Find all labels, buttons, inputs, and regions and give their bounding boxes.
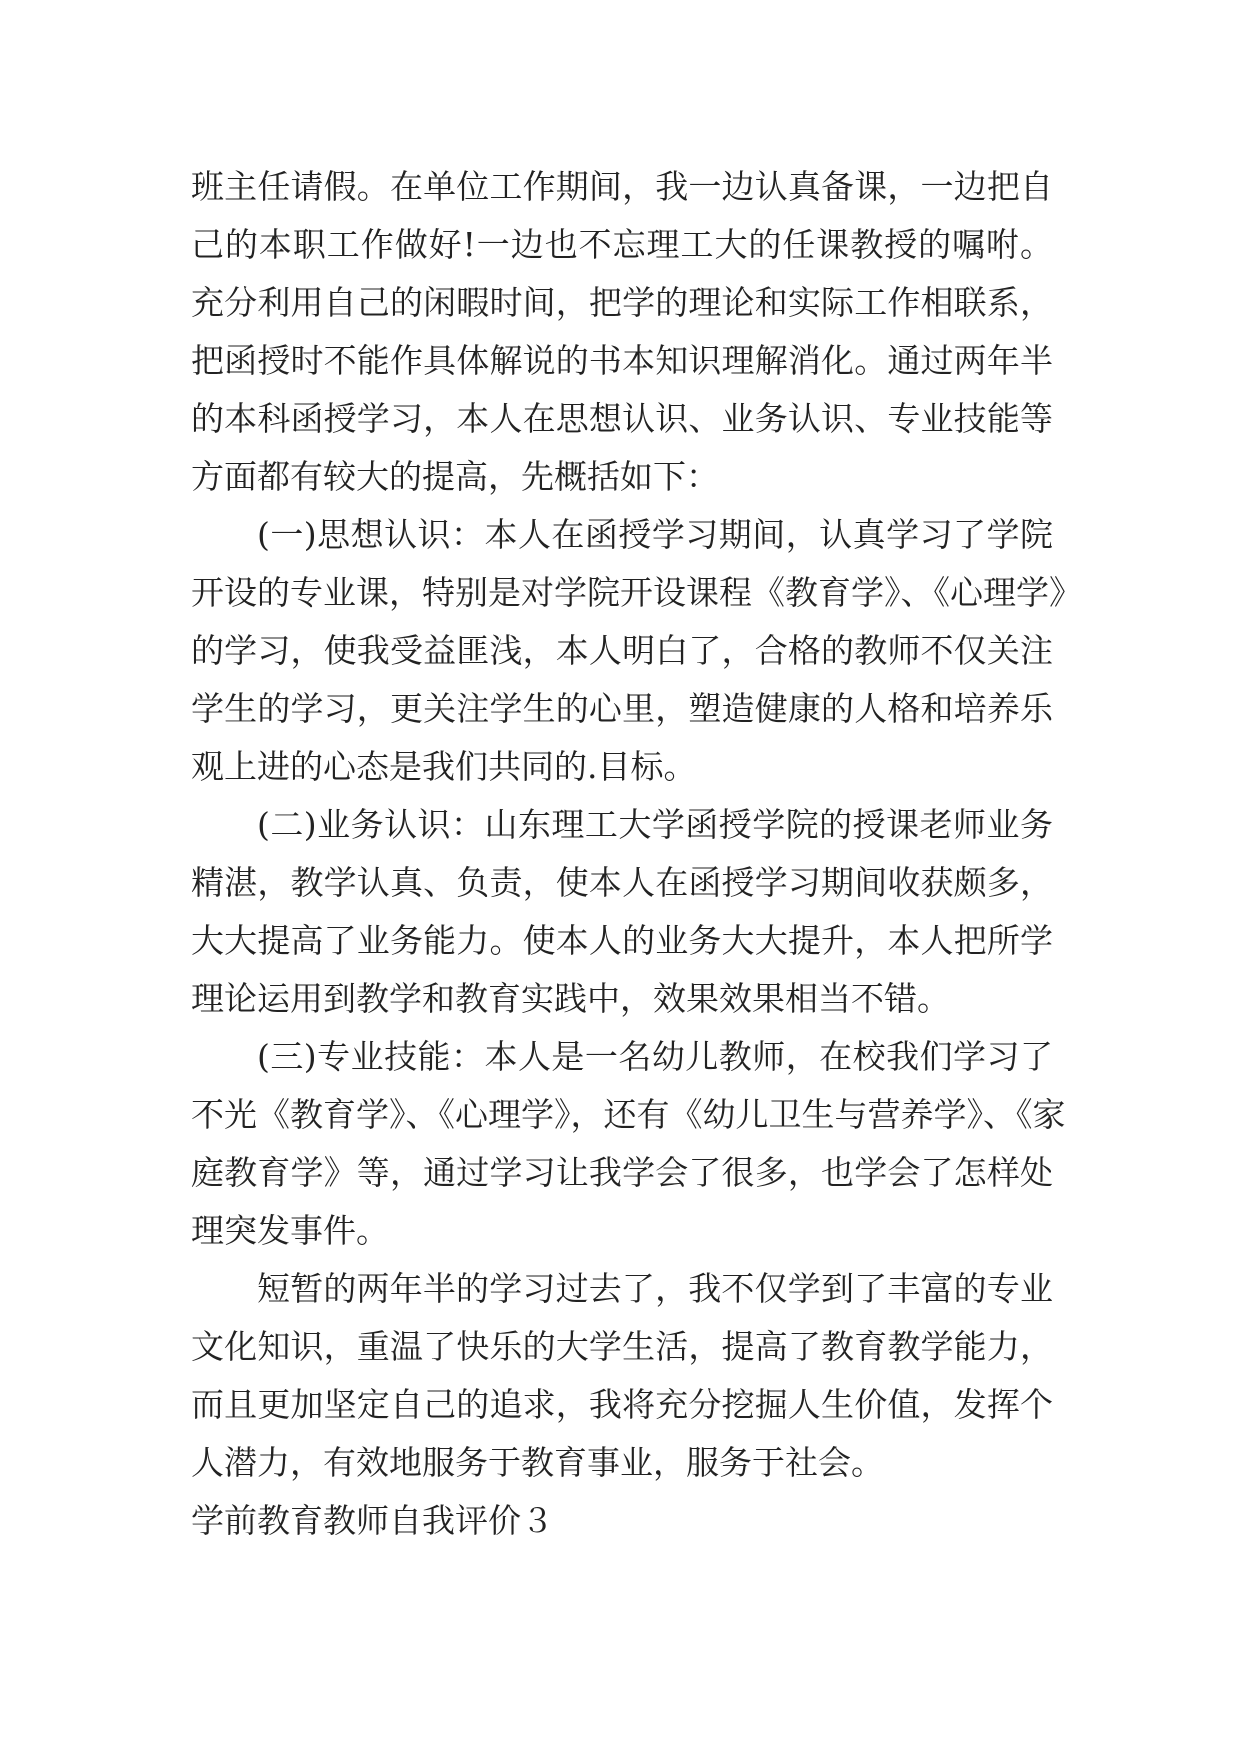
document-body	[191, 158, 1082, 1550]
paragraph-4	[191, 1028, 1066, 1260]
text-line: 文化知识，重温了快乐的大学生活，提高了教育教学能力，	[191, 1327, 1053, 1366]
text-line: 庭教育学》等，通过学习让我学会了很多，也学会了怎样处	[191, 1153, 1053, 1192]
text-line: 短暂的两年半的学习过去了，我不仅学到了丰富的专业	[257, 1269, 1053, 1308]
text-line: (三)专业技能：本人是一名幼儿教师，在校我们学习了	[257, 1037, 1053, 1076]
text-line: 班主任请假。在单位工作期间，我一边认真备课，一边把自	[191, 167, 1053, 206]
text-line: 的本科函授学习，本人在思想认识、业务认识、专业技能等	[191, 399, 1053, 438]
paragraph-1	[191, 158, 1053, 506]
text-line: 把函授时不能作具体解说的书本知识理解消化。通过两年半	[191, 341, 1053, 380]
section-heading: 学前教育教师自我评价３	[191, 1501, 554, 1540]
paragraph-2	[191, 506, 1082, 796]
text-line: (一)思想认识：本人在函授学习期间，认真学习了学院	[257, 515, 1053, 554]
text-line: 己的本职工作做好!一边也不忘理工大的任课教授的嘱咐。	[191, 225, 1053, 264]
text-line: 理论运用到教学和教育实践中，效果效果相当不错。	[191, 979, 950, 1018]
text-line: 的学习，使我受益匪浅，本人明白了，合格的教师不仅关注	[191, 631, 1053, 670]
text-line: 人潜力，有效地服务于教育事业，服务于社会。	[191, 1443, 884, 1482]
text-line: 充分利用自己的闲暇时间，把学的理论和实际工作相联系，	[191, 283, 1053, 322]
text-line: 而且更加坚定自己的追求，我将充分挖掘人生价值，发挥个	[191, 1385, 1053, 1424]
text-line: 学生的学习，更关注学生的心里，塑造健康的人格和培养乐	[191, 689, 1053, 728]
text-line: 方面都有较大的提高，先概括如下：	[191, 457, 719, 496]
paragraph-5	[191, 1260, 1053, 1492]
text-line: 大大提高了业务能力。使本人的业务大大提升，本人把所学	[191, 921, 1053, 960]
paragraph-3	[191, 796, 1053, 1028]
text-line: 观上进的心态是我们共同的.目标。	[191, 747, 697, 786]
text-line: 开设的专业课，特别是对学院开设课程《教育学》、《心理学》	[191, 573, 1082, 612]
text-line: 理突发事件。	[191, 1211, 389, 1250]
text-line: (二)业务认识：山东理工大学函授学院的授课老师业务	[257, 805, 1053, 844]
text-line: 精湛，教学认真、负责，使本人在函授学习期间收获颇多，	[191, 863, 1053, 902]
text-line: 不光《教育学》、《心理学》，还有《幼儿卫生与营养学》、《家	[191, 1095, 1066, 1134]
